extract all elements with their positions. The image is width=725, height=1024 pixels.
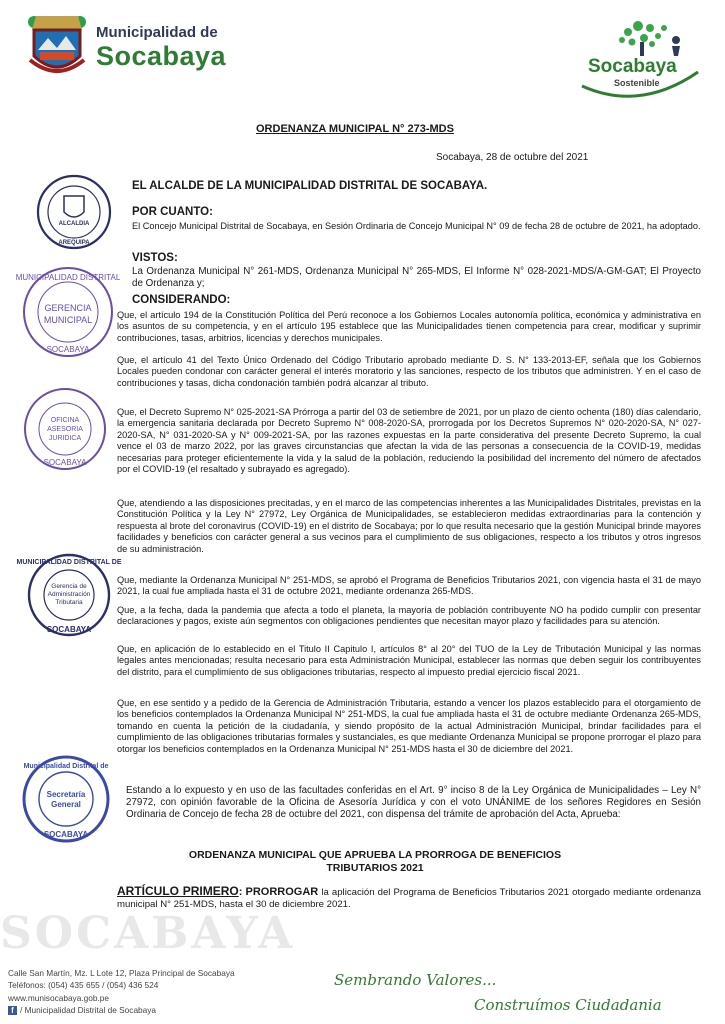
considerando-paragraph-5: Que, mediante la Ordenanza Municipal N° 251-MDS, se aprobó el Programa de Beneficios Tributarios 2021, con vigencia hasta el 31 de mayo 2021, la cual fue ampliada hasta el 31 de octubre 2021, mediante ordenanza 265-MDS. <box>117 575 701 597</box>
alcaldia-stamp <box>30 172 118 252</box>
ordinance-title-line-2: TRIBUTARIOS 2021 <box>326 862 424 874</box>
tributaria-stamp-ring: MUNICIPALIDAD DISTRITAL DE <box>16 559 122 566</box>
logo-tagline: Sostenible <box>614 78 660 88</box>
considerando-paragraph-7: Que, en aplicación de lo establecido en el Titulo II Capitulo I, artículos 8° al 20° del TUO de la Ley de Tributación Municipal y las normas legales antes mencionadas; resulta necesario para esta Administración Municipal, establecer las normas que deben seguir los contribuyentes del distrito, para el cumplimiento de sus obligaciones tributarias, respecto al impuesto predial ejercicio fiscal 2021. <box>117 644 701 677</box>
considerando-paragraph-4: Que, atendiendo a las disposiciones precitadas, y en el marco de las competencias inherentes a las Municipalidades Distritales, previstas en la Constitución Política y la Ley N° 27972, Ley Orgánica de Municipalidades, se establecieron medidas extraordinarias para la contención y respuesta al brote del coronavirus (COVID-19) en el distrito de Socabaya; por lo que resulta necesario que la gestión Municipal brinde mayores facilidades y beneficios con carácter general a sus vecinos para el cumplimiento de sus obligaciones, respecto a los tributos y otros ingresos de su administración. <box>117 498 701 554</box>
gerencia-stamp-bottom: SOCABAYA <box>46 345 90 354</box>
gerencia-stamp-ring: MUNICIPALIDAD DISTRITAL <box>15 273 121 282</box>
footer-phones: Teléfonos: (054) 435 655 / (054) 436 524 <box>8 980 159 990</box>
article-lead: ARTÍCULO PRIMERO <box>117 884 239 898</box>
considerando-paragraph-3: Que, el Decreto Supremo N° 025-2021-SA Prórroga a partir del 03 de setiembre de 2021, por un plazo de ciento ochenta (180) días calendario, la emergencia sanitaria declarada por Decreto Supremo N° 008-2020-SA, prorrogada por los Decretos Supremos N° 020-2020-SA, N° 027-2020-SA, N° 031-2020-SA y N° 009-2021-SA, por las razones expuestas en la parte considerativa del presente Decreto Supremo, la cual vence el 03 de marzo 2022, por las graves circunstancias que afectan la vida de las personas a consecuencia de la COVID-19, medidas necesarias para proteger eficientemente la vida y la salud de la población, reduciendo la posibilidad del incremento del número de afectados por el COVID-19 (el resaltado y subrayado es agregado). <box>117 407 701 475</box>
watermark-text: SOCABAYA <box>0 908 296 959</box>
asesoria-juridica-stamp <box>16 384 114 474</box>
asesoria-stamp-label-3: JURIDICA <box>48 435 82 442</box>
article-text: la aplicación del Programa de Beneficios Tributarios 2021 otorgado mediante ordenanza municipal N° 251-MDS, hasta el 30 de diciembre 2021. <box>117 887 701 910</box>
document-title: ORDENANZA MUNICIPAL N° 273-MDS <box>256 123 454 135</box>
article-colon: : <box>238 886 243 898</box>
municipality-name: Socabaya <box>96 41 227 71</box>
footer-address: Calle San Martín, Mz. L Lote 12, Plaza Principal de Socabaya <box>8 968 235 978</box>
administracion-tributaria-stamp <box>16 550 122 640</box>
section-heading-vistos: VISTOS: <box>132 252 178 264</box>
footer-website: www.munisocabaya.gob.pe <box>8 993 110 1003</box>
article-verb: PRORROGAR <box>245 886 319 898</box>
gerencia-stamp-label-1: GERENCIA <box>44 303 92 313</box>
ordinance-title-line-1: ORDENANZA MUNICIPAL QUE APRUEBA LA PRORROGA DE BENEFICIOS <box>188 849 562 861</box>
footer-slogan-1: Sembrando Valores... <box>334 971 497 989</box>
secretaria-general-stamp <box>16 752 116 846</box>
secretaria-stamp-ring: Municipalidad Distrital de <box>23 763 109 770</box>
tributaria-stamp-bottom: SOCABAYA <box>46 625 92 634</box>
footer-facebook-text: / Municipalidad Distrital de Socabaya <box>20 1005 157 1015</box>
footer-slogan-2: Construímos Ciudadania <box>474 996 662 1014</box>
secretaria-stamp-label-1: Secretaría <box>46 790 86 799</box>
alcaldia-stamp-label: ALCALDIA <box>58 221 90 227</box>
tributaria-stamp-label-3: Tributaria <box>55 599 83 606</box>
footer-facebook <box>8 1005 156 1015</box>
section-heading-por-cuanto: POR CUANTO: <box>132 206 213 218</box>
considerando-paragraph-1: Que, el artículo 194 de la Constitución Política del Perú reconoce a los Gobiernos Locales autonomía política, económica y administrativa en los asuntos de su competencia, y en el artículo 195 establece que las Municipalidades tienen competencia para crear, modificar y suprimir contribuciones, tasas, arbitrios, licencias y derechos municipales. <box>117 310 701 343</box>
gerencia-stamp-label-2: MUNICIPAL <box>43 315 93 325</box>
resolution-paragraph: Estando a lo expuesto y en uso de las facultades conferidas en el Art. 9° inciso 8 de la Ley Orgánica de Municipalidades – Ley N° 27972, con opinión favorable de la Oficina de Asesoría Jurídica y con el voto UNÁNIME de los señores Regidores en Sesión Ordinaria de Concejo de fecha 28 de octubre del 2021, con dispensa del trámite de aprobación del Acta, Aprueba: <box>126 785 701 820</box>
asesoria-stamp-bottom: SOCABAYA <box>43 458 87 467</box>
asesoria-stamp-label-2: ASESORIA <box>47 426 83 433</box>
tributaria-stamp-label-2: Administración <box>47 591 91 598</box>
municipality-prefix: Municipalidad de <box>96 24 218 41</box>
secretaria-stamp-bottom: SOCABAYA <box>43 830 89 839</box>
municipal-crest-logo <box>26 10 88 80</box>
considerando-paragraph-6: Que, a la fecha, dada la pandemia que afecta a todo el planeta, la mayoría de población contribuyente NO ha podido cumplir con presentar declaraciones y pagos, existe aún segmentos con obligaciones pendientes que necesitan mayor plazo y facilidades para su atención. <box>117 605 701 627</box>
alcaldia-stamp-city: AREQUIPA <box>58 240 90 246</box>
asesoria-stamp-label-1: OFICINA <box>50 417 80 424</box>
tributaria-stamp-label-1: Gerencia de <box>51 583 87 590</box>
secretaria-stamp-label-2: General <box>51 800 81 809</box>
por-cuanto-text: El Concejo Municipal Distrital de Socabaya, en Sesión Ordinaria de Concejo Municipal N° 09 de fecha 28 de octubre de 2021, ha adoptado. <box>132 221 701 231</box>
section-heading-considerando: CONSIDERANDO: <box>132 294 231 306</box>
gerencia-municipal-stamp <box>12 262 124 362</box>
document-date: Socabaya, 28 de octubre del 2021 <box>436 152 589 163</box>
considerando-paragraph-2: Que, el artículo 41 del Texto Único Ordenado del Código Tributario aprobado mediante D. S. N° 133-2013-EF, señala que los Gobiernos Locales pueden condonar con carácter general el interés moratorio y las sanciones, respecto de los tributos que administren. Y en el caso de contribuciones y tasas, dicha condonación también podrá alcanzar al tributo. <box>117 355 701 388</box>
facebook-icon: f <box>8 1006 17 1015</box>
vistos-text: La Ordenanza Municipal N° 261-MDS, Ordenanza Municipal N° 265-MDS, El Informe N° 028-2021-MDS/A-GM-GAT; El Proyecto de Ordenanza y; <box>132 266 701 289</box>
logo-wordmark: Socabaya <box>588 56 677 77</box>
considerando-paragraph-8: Que, en ese sentido y a pedido de la Gerencia de Administración Tributaria, estando a vencer los plazos establecido para el otorgamiento de los beneficios contemplados la Ordenanza Municipal N° 251-MDS, la cual fue ampliada hasta el 31 de octubre mediante Ordenanza 265-MDS, tomando en cuenta la petición de la ciudadanía, y siendo propósito de la actual Administración Municipal, brindar facilidades para el cumplimiento de las obligaciones tributarias formales y sustanciales, es que mediante Ordenanza Municipal se propone prorrogar el plazo para otorgar los beneficios contemplados en la Ordenanza Municipal N° 251-MDS hasta el 30 de diciembre del 2021. <box>117 698 701 754</box>
authority-heading: EL ALCALDE DE LA MUNICIPALIDAD DISTRITAL DE SOCABAYA. <box>132 180 488 192</box>
article-primero <box>117 885 701 911</box>
